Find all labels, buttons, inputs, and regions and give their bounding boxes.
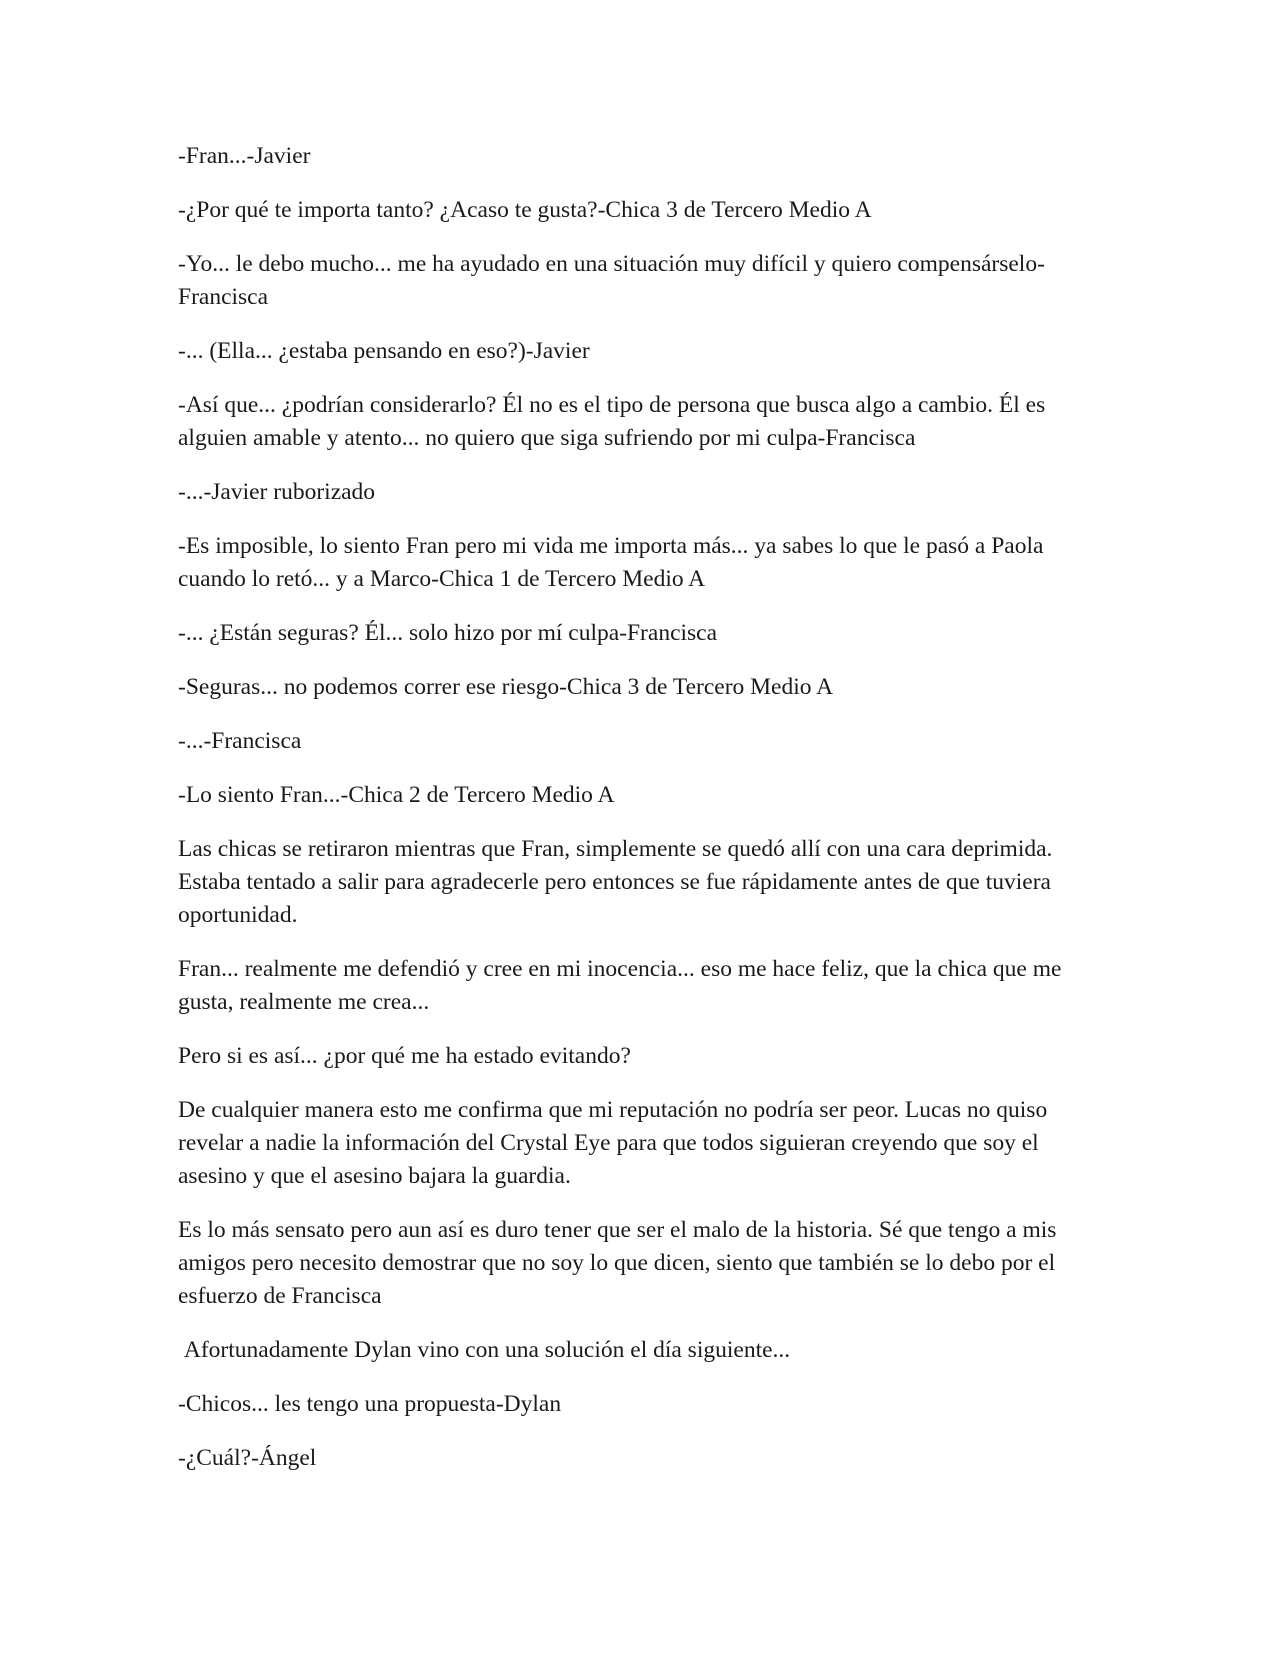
paragraph: -... ¿Están seguras? Él... solo hizo por mí culpa-Francisca xyxy=(178,620,718,646)
paragraph: Las chicas se retiraron mientras que Fran, simplemente se quedó allí con una cara deprimida. Estaba tentado a salir para agradecerle pero entonces se fue rápidamente antes de que tuviera oportunidad. xyxy=(178,836,1059,928)
paragraph: -Chicos... les tengo una propuesta-Dylan xyxy=(178,1391,562,1417)
paragraph: -Seguras... no podemos correr ese riesgo-Chica 3 de Tercero Medio A xyxy=(178,674,834,700)
paragraph: Fran... realmente me defendió y cree en mi inocencia... eso me hace feliz, que la chica que me gusta, realmente me crea... xyxy=(178,956,1068,1015)
paragraph: Pero si es así... ¿por qué me ha estado evitando? xyxy=(178,1043,631,1069)
paragraph: Es lo más sensato pero aun así es duro tener que ser el malo de la historia. Sé que tengo a mis amigos pero necesito demostrar que no soy lo que dicen, siento que también se lo debo por el esfuerzo de Francisca xyxy=(178,1217,1063,1309)
paragraph: -Fran...-Javier xyxy=(178,143,311,169)
paragraph: -¿Cuál?-Ángel xyxy=(178,1445,317,1471)
paragraph: -¿Por qué te importa tanto? ¿Acaso te gusta?-Chica 3 de Tercero Medio A xyxy=(178,197,872,223)
paragraph: -Yo... le debo mucho... me ha ayudado en una situación muy difícil y quiero compensárselo-Francisca xyxy=(178,251,1045,310)
paragraph: -Es imposible, lo siento Fran pero mi vida me importa más... ya sabes lo que le pasó a Paola cuando lo retó... y a Marco-Chica 1 de Tercero Medio A xyxy=(178,533,1050,592)
paragraph: -Lo siento Fran...-Chica 2 de Tercero Medio A xyxy=(178,782,615,808)
paragraph: -...-Javier ruborizado xyxy=(178,479,376,505)
paragraph: Afortunadamente Dylan vino con una solución el día siguiente... xyxy=(178,1337,791,1363)
paragraph: -... (Ella... ¿estaba pensando en eso?)-Javier xyxy=(178,338,590,364)
document-body xyxy=(178,140,1108,1496)
paragraph: -Así que... ¿podrían considerarlo? Él no es el tipo de persona que busca algo a cambio. Él es alguien amable y atento... no quiero que siga sufriendo por mi culpa-Francisca xyxy=(178,392,1052,451)
paragraph: -...-Francisca xyxy=(178,728,302,754)
paragraph: De cualquier manera esto me confirma que mi reputación no podría ser peor. Lucas no quiso revelar a nadie la información del Crystal Eye para que todos siguieran creyendo que soy el asesino y que el asesino bajara la guardia. xyxy=(178,1097,1054,1189)
